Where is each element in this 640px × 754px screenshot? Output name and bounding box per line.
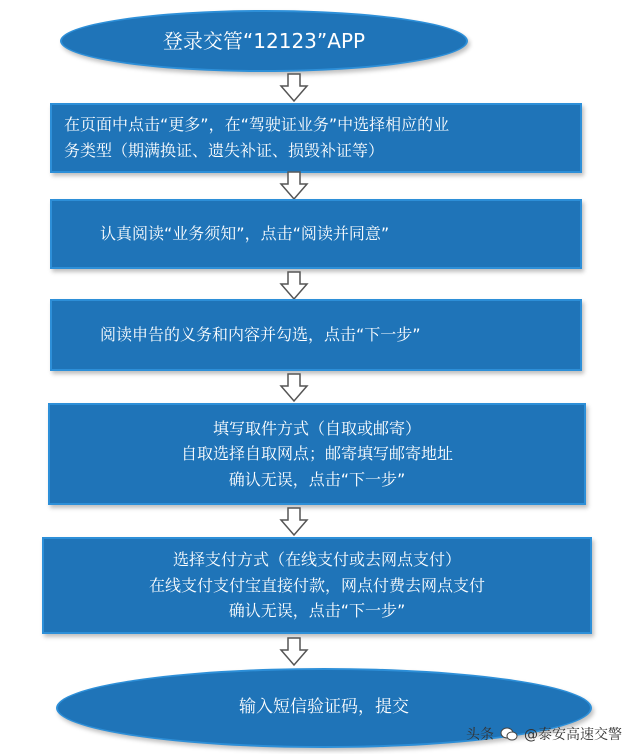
step-7-text: 输入短信验证码，提交 (239, 697, 409, 718)
step-2-line-1: 在页面中点击“更多”，在“驾驶证业务”中选择相应的业 (64, 115, 450, 135)
down-arrow-icon (279, 637, 309, 667)
wechat-icon (500, 727, 518, 741)
step-3-line-1: 认真阅读“业务须知”，点击“阅读并同意” (100, 224, 390, 244)
watermark-account: @泰安高速交警 (524, 727, 622, 743)
step-5-line-2: 自取选择自取网点；邮寄填写邮寄地址 (180, 444, 453, 464)
step-6-line-1: 选择支付方式（在线支付或去网点支付） (172, 550, 461, 570)
down-arrow-icon (279, 171, 309, 201)
step-5-line-3: 确认无误，点击“下一步” (228, 469, 406, 489)
watermark-source: 头条 (466, 727, 494, 743)
step-4-line-1: 阅读申告的义务和内容并勾选，点击“下一步” (100, 325, 421, 345)
down-arrow-icon (279, 73, 309, 103)
step-2-box (50, 103, 582, 173)
watermark (466, 724, 622, 744)
step-1-start-ellipse (60, 10, 468, 72)
down-arrow-icon (279, 507, 309, 537)
step-2-line-2: 务类型（期满换证、遗失补证、损毁补证等） (64, 141, 385, 160)
step-4-box (50, 299, 582, 371)
step-6-line-3: 确认无误，点击“下一步” (228, 601, 406, 621)
step-5-box (48, 403, 586, 505)
step-1-text: 登录交管“12123”APP (162, 29, 366, 53)
step-5-line-1: 填写取件方式（自取或邮寄） (212, 418, 421, 438)
down-arrow-icon (279, 271, 309, 301)
step-6-box (42, 537, 592, 634)
step-3-box (50, 199, 582, 269)
down-arrow-icon (279, 373, 309, 403)
step-6-line-2: 在线支付支付宝直接付款，网点付费去网点支付 (148, 575, 485, 595)
